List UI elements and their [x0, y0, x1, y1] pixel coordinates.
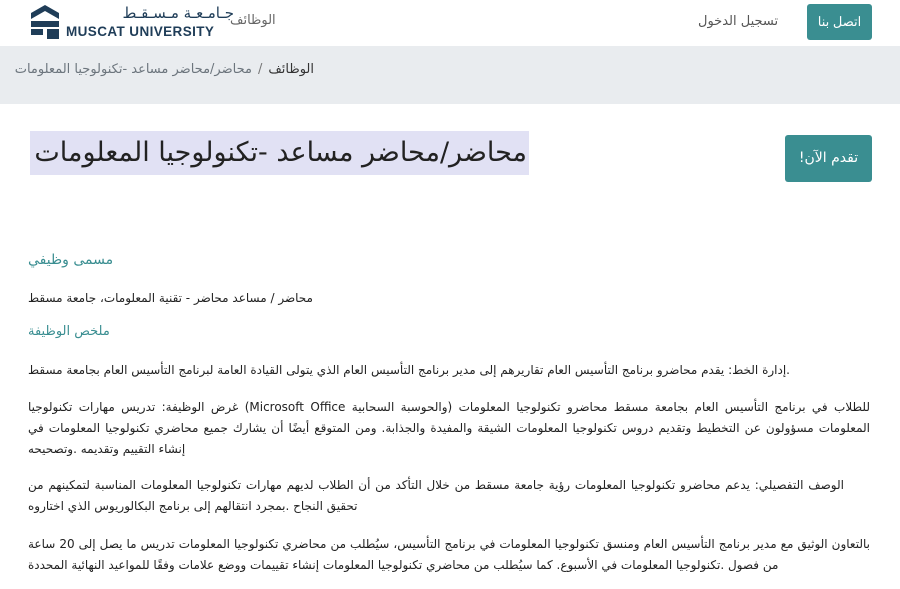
site-header — [0, 0, 900, 46]
breadcrumb-current: محاضر/محاضر مساعد -تكنولوجيا المعلومات — [14, 62, 252, 77]
breadcrumb-home-link[interactable]: الوظائف — [268, 62, 314, 77]
university-logo[interactable] — [30, 4, 234, 40]
summary-paragraph-4: بالتعاون الوثيق مع مدير برنامج التأسيس العام ومنسق تكنولوجيا المعلومات في برنامج التأسيس، سيُطلب من محاضري تكنولوجيا المعلومات تدريس ما يصل إلى 20 ساعة من فصول .تكنولوجيا المعلومات في الأسبوع. كما سيُطلب من محاضري تكنولوجيا المعلومات إنشاء تقييمات ووضع علامات وفقًا للمواعيد النهائية المحددة — [28, 537, 870, 572]
job-title-heading: مسمى وظيفي — [28, 252, 114, 268]
page-title: محاضر/محاضر مساعد -تكنولوجيا المعلومات — [30, 131, 529, 175]
summary-paragraph-1: .إدارة الخط: يقدم محاضرو برنامج التأسيس العام تقاريرهم إلى مدير برنامج التأسيس العام الذي يتولى القيادة العامة لبرنامج التأسيس العام بجامعة مسقط — [28, 363, 790, 377]
breadcrumb-separator: / — [257, 62, 263, 77]
breadcrumb — [15, 62, 314, 77]
summary-paragraph-2: للطلاب في برنامج التأسيس العام بجامعة مسقط محاضرو تكنولوجيا المعلومات (والحوسبة السحابية Microsoft Office) غرض الوظيفة: تدريس مهارات تكنولوجيا المعلومات مسؤولون عن التخطيط وتقديم دروس تكنولوجيا المعلومات الشيقة والمفيدة والجذابة. ومن المتوقع أيضًا أن يشارك جميع محاضري تكنولوجيا المعلومات في إنشاء التقييم وتقديمه .وتصحيحه — [28, 400, 870, 456]
breadcrumb-bar — [0, 46, 900, 104]
summary-paragraph-3: الوصف التفصيلي: يدعم محاضرو تكنولوجيا المعلومات رؤية جامعة مسقط من خلال التأكد من أن الطلاب لديهم مهارات تكنولوجيا المعلومات المناسبة لتمكينهم من تحقيق النجاح .بمجرد انتقالهم إلى برنامج البكالوريوس الذي اختاروه — [28, 478, 844, 513]
apply-now-button[interactable]: !تقدم الآن — [785, 135, 872, 182]
contact-us-button[interactable]: اتصل بنا — [807, 4, 872, 40]
summary-heading: ملخص الوظيفة — [28, 324, 110, 339]
logo-english-text: MUSCAT UNIVERSITY — [66, 24, 215, 39]
nav-login-link[interactable]: تسجيل الدخول — [698, 14, 779, 29]
university-logo-icon — [30, 4, 60, 40]
job-title-value: محاضر / مساعد محاضر - تقنية المعلومات، جامعة مسقط — [28, 291, 313, 305]
nav-jobs-link[interactable]: الوظائف — [230, 13, 276, 28]
logo-arabic-text: جـامـعـة مـسـقـط — [122, 4, 234, 22]
